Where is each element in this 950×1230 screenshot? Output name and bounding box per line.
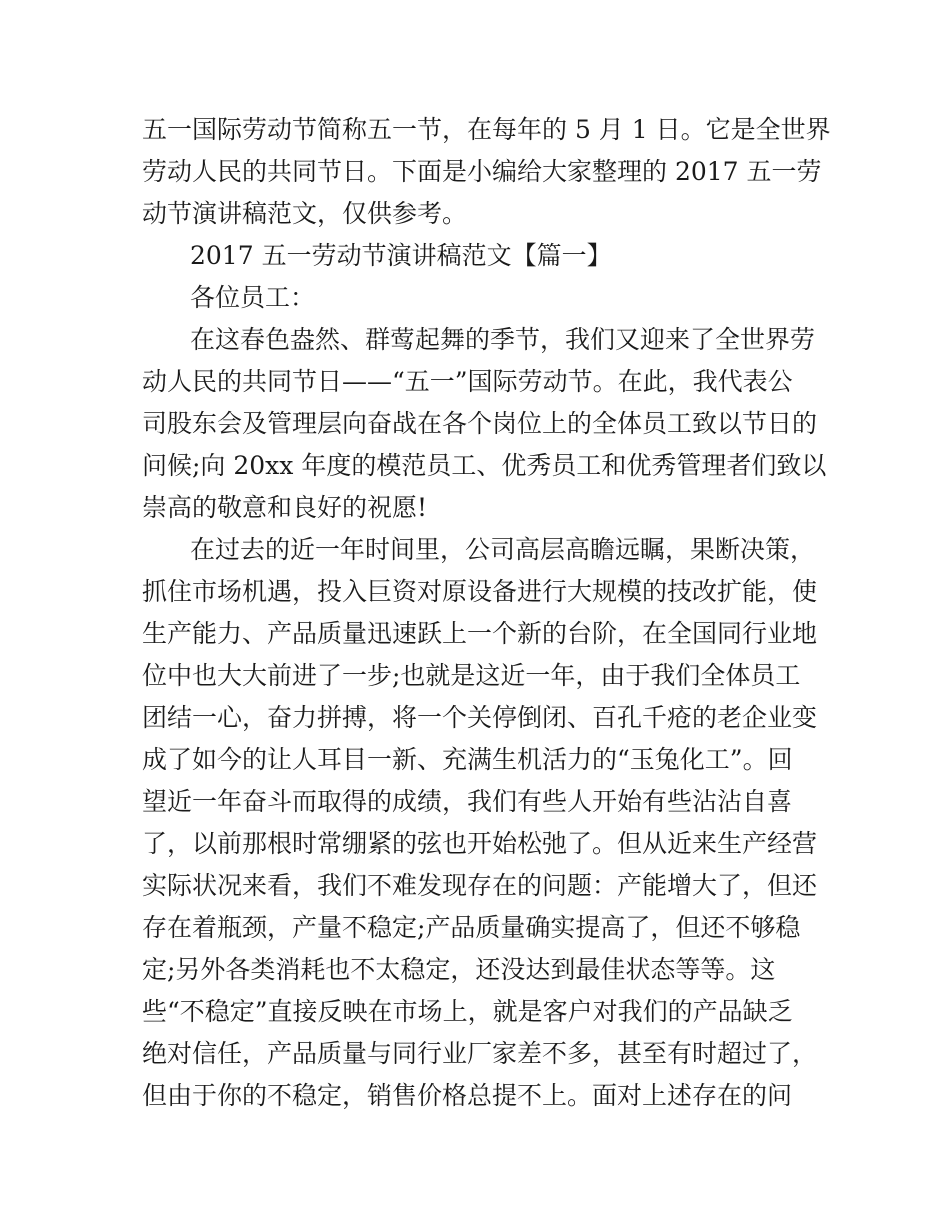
paragraph-body-line: 位中也大大前进了一步;也就是这近一年，由于我们全体员工: [142, 661, 801, 690]
paragraph-body-line: 在过去的近一年时间里，公司高层高瞻远瞩，果断决策，: [190, 535, 816, 564]
paragraph-body-line: 绝对信任，产品质量与同行业厂家差不多，甚至有时超过了，: [142, 1039, 818, 1068]
paragraph-body-line: 实际状况来看，我们不难发现存在的问题：产能增大了，但还: [142, 871, 818, 900]
paragraph-greeting-line: 司股东会及管理层向奋战在各个岗位上的全体员工致以节日的: [142, 409, 818, 438]
paragraph-body-line: 生产能力、产品质量迅速跃上一个新的台阶，在全国同行业地: [142, 619, 818, 648]
paragraph-body-line: 存在着瓶颈，产量不稳定;产品质量确实提高了，但还不够稳: [142, 913, 801, 942]
paragraph-greeting-line: 崇高的敬意和良好的祝愿!: [142, 493, 428, 522]
paragraph-body-line: 但由于你的不稳定，销售价格总提不上。面对上述存在的问: [142, 1081, 793, 1110]
paragraph-body-line: 团结一心，奋力拼搏，将一个关停倒闭、百孔千疮的老企业变: [142, 703, 818, 732]
paragraph-body-line: 成了如今的让人耳目一新、充满生机活力的“玉兔化工”。回: [142, 745, 793, 774]
paragraph-intro-line: 劳动人民的共同节日。下面是小编给大家整理的 2017 五一劳: [142, 157, 822, 186]
paragraph-greeting-line: 问候;向 20xx 年度的模范员工、优秀员工和优秀管理者们致以: [142, 451, 827, 480]
paragraph-body-line: 定;另外各类消耗也不太稳定，还没达到最佳状态等等。这: [142, 955, 776, 984]
salutation: 各位员工：: [190, 283, 316, 312]
paragraph-greeting-line: 动人民的共同节日——“五一”国际劳动节。在此，我代表公: [142, 367, 793, 396]
paragraph-body-line: 望近一年奋斗而取得的成绩，我们有些人开始有些沾沾自喜: [142, 787, 793, 816]
paragraph-intro-line: 五一国际劳动节简称五一节，在每年的 5 月 1 日。它是全世界: [142, 115, 831, 144]
paragraph-intro-line: 动节演讲稿范文，仅供参考。: [142, 199, 468, 228]
paragraph-body-line: 些“不稳定”直接反映在市场上，就是客户对我们的产品缺乏: [142, 997, 793, 1026]
section-heading: 2017 五一劳动节演讲稿范文【篇一】: [190, 241, 612, 270]
paragraph-body-line: 了，以前那根时常绷紧的弦也开始松弛了。但从近来生产经营: [142, 829, 818, 858]
paragraph-body-line: 抓住市场机遇，投入巨资对原设备进行大规模的技改扩能，使: [142, 577, 818, 606]
paragraph-greeting-line: 在这春色盎然、群莺起舞的季节，我们又迎来了全世界劳: [190, 325, 816, 354]
